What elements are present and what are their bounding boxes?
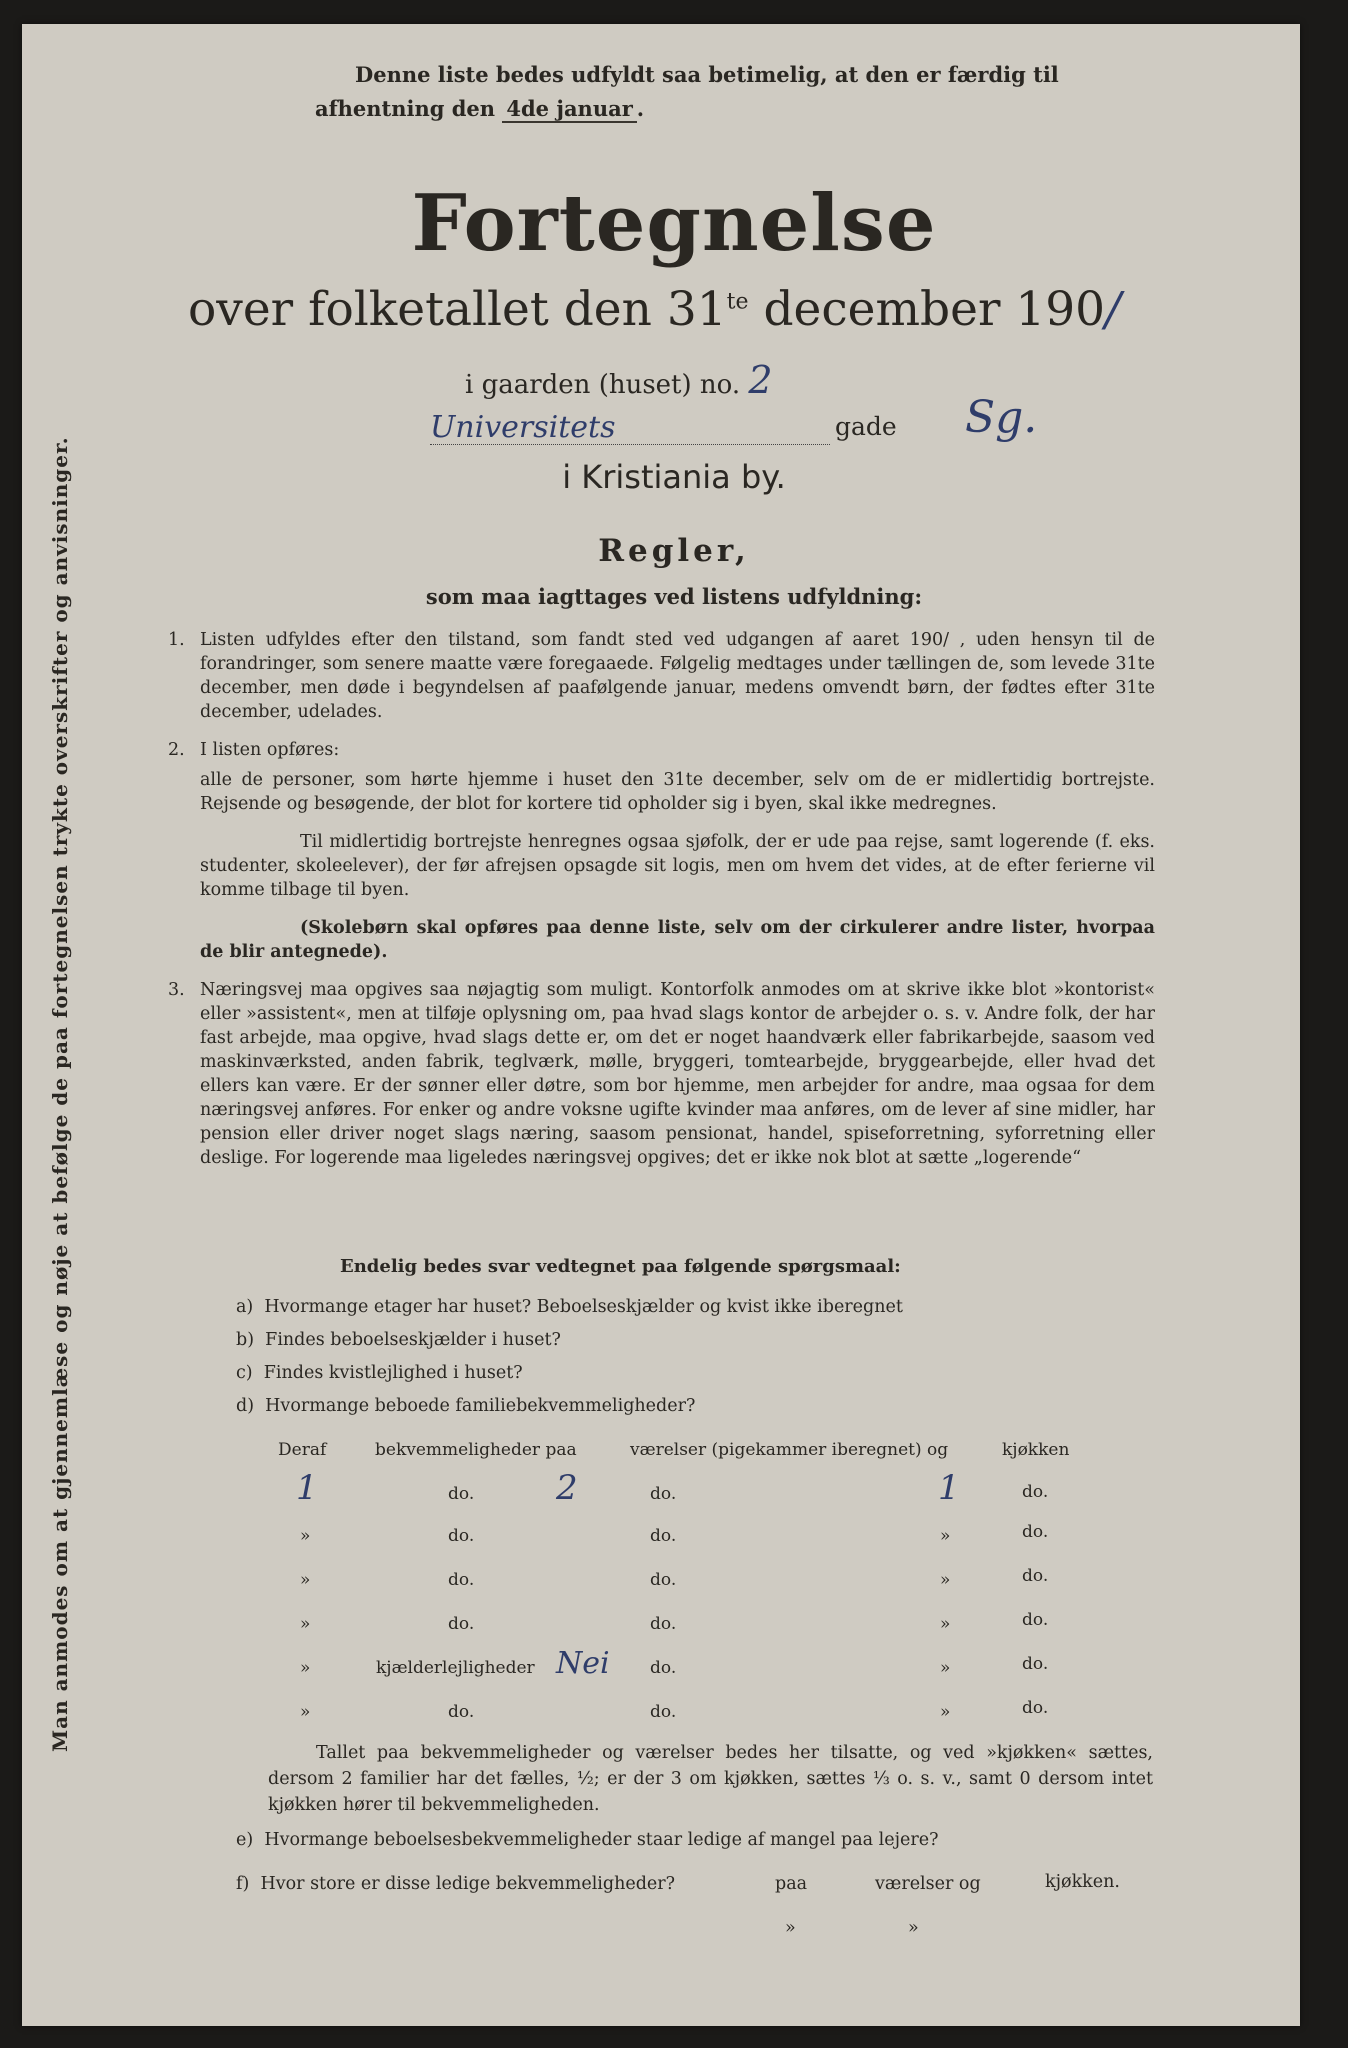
question-f-kjokken: kjøkken. bbox=[1045, 1872, 1120, 1892]
question-f: f) Hvor store er disse ledige bekvemmeligheder? bbox=[236, 1874, 676, 1894]
handwritten-house-number: 2 bbox=[748, 358, 773, 402]
street-label: gade bbox=[835, 412, 897, 441]
question-d: d) Hvormange beboede familiebekvemmeligheder? bbox=[236, 1396, 696, 1416]
rule-1: 1. Listen udfyldes efter den tilstand, som fandt sted ved udgangen af aaret 190/ , uden hensyn til de forandringer, som senere maatte være foregaaede. Følgelig medtages under tællingen de, som levede 31te december, men døde i begyndelsen af paafølgende januar, medens omvendt børn, der fødtes efter 31te december, udelades. bbox=[168, 630, 1155, 722]
city-line: i Kristiania by. bbox=[562, 458, 786, 496]
handwritten-count: 1 bbox=[296, 1468, 318, 1508]
question-f-ditto-2: » bbox=[908, 1918, 919, 1938]
question-c: c) Findes kvistlejlighed i huset? bbox=[236, 1363, 523, 1383]
rules-list bbox=[168, 628, 1155, 1184]
handwritten-rooms: 2 bbox=[556, 1468, 578, 1508]
table-header-bekvemmeligheder: bekvemmeligheder paa bbox=[375, 1440, 577, 1460]
handwritten-kitchen: 1 bbox=[938, 1468, 960, 1508]
page-title: Fortegnelse bbox=[411, 178, 937, 269]
rules-subheading: som maa iagttages ved listens udfyldning: bbox=[425, 584, 923, 609]
rule-3: 3. Næringsvej maa opgives saa nøjagtig som muligt. Kontorfolk anmodes om at skrive ikke blot »kontorist« eller »assistent«, men at tilføje oplysning om, paa hvad slags kontor de arbejder o. s. v. Andre folk, der har fast arbejde, maa opgive, hvad slags dette er, om det er noget haandværk eller fabrikarbejde, saasom ved maskinværksted, anden fabrik, teglværk, mølle, bryggeri, tomtearbejde, bryggearbejde, eller hvad det ellers kan være. Er der sønner eller døtre, som bor hjemme, men arbejder for andre, maa ogsaa for dem næringsvej anføres. For enker og andre voksne ugifte kvinder maa anføres, om de lever af sine midler, har pension eller driver noget slags næring, saasom pensionat, handel, spiseforretning, syforretning eller deslige. For logerende maa ligeledes næringsvej opgives; det er ikke nok blot at sætte „logerende“ bbox=[168, 980, 1155, 1168]
table-header-kjokken: kjøkken bbox=[1002, 1440, 1070, 1460]
table-row: » kjælderlejligheder Nei do. » do. bbox=[300, 1646, 1049, 1681]
handwritten-mark: Sg. bbox=[965, 392, 1038, 443]
table-row: » do. do. » do. bbox=[300, 1610, 1049, 1634]
notice-line-2: afhentning den 4de januar . bbox=[315, 96, 645, 121]
rule-2-schoolchildren: (Skolebørn skal opføres paa denne liste, selv om der cirkulerer andre lister, hvorpaa de blir antegnede). bbox=[200, 918, 1155, 962]
handwritten-year: / bbox=[1105, 282, 1121, 337]
notice bbox=[295, 58, 1195, 126]
rule-2-body: alle de personer, som hørte hjemme i huset den 31te december, selv om de er midlertidig bortrejste. Rejsende og besøgende, der blot for kortere tid opholder sig i byen, skal ikke medregnes. bbox=[200, 770, 1155, 814]
questions-heading: Endelig bedes svar vedtegnet paa følgende spørgsmaal: bbox=[340, 1256, 901, 1277]
table-row: » do. do. » do. bbox=[300, 1698, 1049, 1722]
question-e: e) Hvormange beboelsesbekvemmeligheder staar ledige af mangel paa lejere? bbox=[236, 1830, 939, 1850]
handwritten-street: Universitets bbox=[430, 410, 616, 445]
table-row: » do. do. » do. bbox=[300, 1566, 1049, 1590]
question-a: a) Hvormange etager har huset? Beboelseskjælder og kvist ikke iberegnet bbox=[236, 1297, 903, 1317]
street-name-field bbox=[430, 410, 830, 445]
house-number-line: i gaarden (huset) no. 2 bbox=[465, 358, 773, 402]
rule-2-note: Til midlertidig bortrejste henregnes ogsaa sjøfolk, der er ude paa rejse, samt logerende (f. eks. studenter, skoleelever), der før afrejsen opsagde sit logis, men om hvem det vides, at de efter ferierne vil komme tilbage til byen. bbox=[200, 832, 1155, 900]
table-header-vaerelser: værelser (pigekammer iberegnet) og bbox=[630, 1440, 949, 1460]
question-b: b) Findes beboelseskjælder i huset? bbox=[236, 1330, 561, 1350]
question-f-paa: paa bbox=[775, 1874, 808, 1894]
notice-line-1: Denne liste bedes udfyldt saa betimelig, at den er færdig til bbox=[355, 62, 1059, 87]
dwelling-table bbox=[0, 1468, 1348, 1744]
table-row: » do. do. » do. bbox=[300, 1522, 1049, 1546]
table-header-deraf: Deraf bbox=[278, 1440, 327, 1460]
question-f-ditto-1: » bbox=[785, 1918, 796, 1938]
rule-2: 2. I listen opføres: bbox=[168, 740, 340, 760]
rules-heading: Regler, bbox=[598, 533, 750, 569]
tallet-note: Tallet paa bekvemmeligheder og værelser bedes her tilsatte, og ved »kjøkken« sættes, dersom 2 familier har det fælles, ½; er der 3 om kjøkken, sættes ⅓ o. s. v., samt 0 dersom intet kjøkken hører til bekvemmeligheden. bbox=[268, 1743, 1153, 1815]
question-f-vaerelser: værelser og bbox=[875, 1874, 981, 1894]
census-subtitle: over folketallet den $31^{te}$ december 190/ bbox=[188, 282, 1121, 337]
side-instruction: Man anmodes om at gjennemlæse og nøje at befølge de paa fortegnelsen trykte overskrifter og anvisninger. bbox=[48, 436, 72, 1752]
handwritten-basement-answer: Nei bbox=[556, 1646, 610, 1681]
pickup-date: 4de januar bbox=[502, 96, 636, 123]
table-row: 1 do. 2 do. 1 do. bbox=[296, 1468, 1049, 1508]
